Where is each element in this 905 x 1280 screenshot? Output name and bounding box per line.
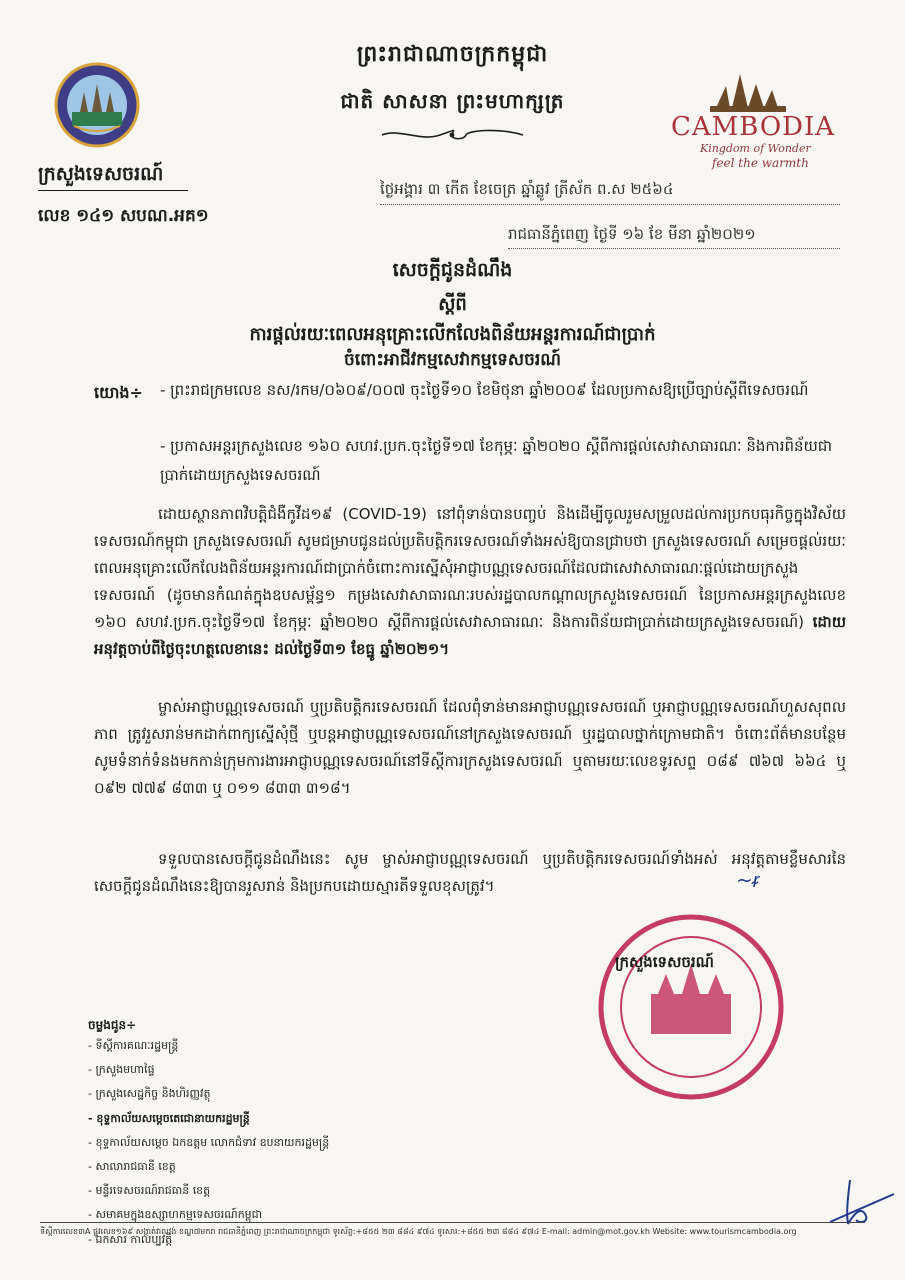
- handwritten-mark: ~ᵲ: [736, 868, 760, 892]
- footer-divider: [40, 1222, 865, 1223]
- notice-subject-label: ស្តីពី: [438, 294, 467, 315]
- official-seal-icon: [596, 912, 786, 1102]
- signature-icon: [820, 1172, 900, 1232]
- national-motto: ជាតិ សាសនា ព្រះមហាក្សត្រ: [340, 89, 565, 113]
- ministry-logo-icon: [54, 62, 140, 148]
- body-paragraph-1: [94, 501, 846, 663]
- reference-item: - ប្រកាសអន្តរក្រសួងលេខ ១៦០ សហវ.ប្រក.ចុះថ្ងៃទី១៧ ខែកុម្ភៈ ឆ្នាំ២០២០ ស្តីពីការផ្តល់សេវាសាធារណៈ និងការពិន័យជាប្រាក់ដោយក្រសួងទេសចរណ៍: [160, 437, 833, 484]
- lunar-date: ថ្ងៃអង្គារ ៣ កើត ខែចេត្រ ឆ្នាំឆ្លូវ ត្រីស័ក ព.ស ២៥៦៤: [380, 180, 674, 198]
- notice-subject-line-2: ចំពោះអាជីវកម្មសេវាកម្មទេសចរណ៍: [343, 350, 562, 370]
- cc-list: [88, 1034, 329, 1252]
- flourish-ornament: [380, 128, 525, 142]
- cc-item: - ក្រសួងមហាផ្ទៃ: [88, 1063, 155, 1077]
- ministry-divider: [38, 190, 188, 191]
- solar-date-underline: [508, 248, 840, 249]
- ministry-name: ក្រសួងទេសចរណ៍: [38, 163, 164, 185]
- cc-item: - ខុទ្ទកាល័យសម្តេចតេជោនាយករដ្ឋមន្ត្រី: [88, 1111, 250, 1125]
- body-paragraph-2: ម្ចាស់អាជ្ញាបណ្ណទេសចរណ៍ ឬប្រតិបត្តិករទេសចរណ៍ ដែលពុំទាន់មានអាជ្ញាបណ្ណទេសចរណ៍ ឬអាជ្ញាបណ្ណទេសចរណ៍ហួសសុពលភាព ត្រូវរួសរាន់មកដាក់ពាក្យស្នើសុំថ្មី ឬបន្តអាជ្ញាបណ្ណទេសចរណ៍នៅក្រសួងទេសចរណ៍ ឬរដ្ឋបាលថ្នាក់ក្រោមជាតិ។ ចំពោះព័ត៌មានបន្ថែម សូមទំនាក់ទំនងមកកាន់ក្រុមការងារអាជ្ញាបណ្ណទេសចរណ៍នៅទីស្តីការក្រសួងទេសចរណ៍ ឬតាមរយៈលេខទូរសព្ទ ០៨៩ ៧៦៧ ៦៦៤ ឬ ០៩២ ៧៧៩ ៨៣៣ ឬ ០១១ ៨៣៣ ៣១៨។: [94, 698, 846, 797]
- kingdom-heading: ព្រះរាជាណាចក្រកម្ពុជា: [356, 42, 549, 67]
- body-paragraph-1-text: ដោយស្ថានភាពវិបត្តិជំងឺកូវីដ១៩ (COVID-19) នៅពុំទាន់បានបញ្ចប់ និងដើម្បីចូលរួមសម្រួលដល់ការប្រកបធុរកិច្ចក្នុងវិស័យទេសចរណ៍កម្ពុជា ក្រសួងទេសចរណ៍ សូមជម្រាបជូនដល់ប្រតិបត្តិករទេសចរណ៍ទាំងអស់ឱ្យបានជ្រាបថា ក្រសួងទេសចរណ៍ សម្រេចផ្តល់រយៈពេលអនុគ្រោះលើកលែងពិន័យអន្តរការណ៍ជាប្រាក់ចំពោះការស្នើសុំអាជ្ញាបណ្ណទេសចរណ៍ដែលជាសេវាសាធារណៈផ្តល់ដោយក្រសួងទេសចរណ៍ (ដូចមានកំណត់ក្នុងឧបសម្ព័ន្ធ១ កម្រងសេវាសាធារណៈរបស់រដ្ឋបាលកណ្តាលក្រសួងទេសចរណ៍ នៃប្រកាសអន្តរក្រសួងលេខ ១៦០ សហវ.ប្រក.ចុះថ្ងៃទី១៧ ខែកុម្ភៈ ឆ្នាំ២០២០ ស្តីពីការផ្តល់សេវាសាធារណៈ និងការពិន័យជាប្រាក់ដោយក្រសួងទេសចរណ៍): [94, 505, 846, 631]
- reference-item: - ព្រះរាជក្រមលេខ នស/រកម/០៦០៩/០០៧ ចុះថ្ងៃទី១០ ខែមិថុនា ឆ្នាំ២០០៩ ដែលប្រកាសឱ្យប្រើច្បាប់ស្តីពីទេសចរណ៍: [160, 381, 809, 399]
- notice-title: សេចក្តីជូនដំណឹង: [392, 259, 513, 281]
- cc-item: - មន្ទីរទេសចរណ៍រាជធានី ខេត្ត: [88, 1184, 211, 1198]
- lunar-date-underline: [380, 204, 840, 205]
- references-label: យោង÷: [94, 383, 143, 402]
- footer-contact: ទីស្តីការលេខ៣A ផ្លូវលេខ១៦៩ សង្កាត់វាលវង់ ខណ្ឌ៧មករា រាជធានីភ្នំពេញ ព្រះរាជាណាចក្រកម្ពុជា ទូរស័ព្ទ:+៨៥៥ ២៣ ៨៨៤ ៩៧៤ ទូរសារ:+៨៥៥ ២៣ ៨៨៤ ៩៧៤ E-mail: admin@mot.gov.kh Website: www.tourismcambodia.org: [40, 1227, 797, 1236]
- cc-item: - ទីស្តីការគណៈរដ្ឋមន្ត្រី: [88, 1039, 179, 1052]
- body-paragraph-3: ទទួលបានសេចក្តីជូនដំណឹងនេះ សូម ម្ចាស់អាជ្ញាបណ្ណទេសចរណ៍ ឬប្រតិបត្តិករទេសចរណ៍ទាំងអស់ អនុវត្តតាមខ្លឹមសារនៃសេចក្តីជូនដំណឹងនេះឱ្យបានរួសរាន់ និងប្រកបដោយស្មារតីទទួលខុសត្រូវ។: [94, 850, 846, 895]
- document-number: លេខ ១៤១ សបណ.អគ១: [38, 206, 209, 226]
- seal-signatory: ក្រសួងទេសចរណ៍: [615, 953, 714, 971]
- brand-name: CAMBODIA: [670, 112, 836, 142]
- cc-title: ចម្លងជូន÷: [88, 1018, 137, 1032]
- cc-item: - ក្រសួងសេដ្ឋកិច្ច និងហិរញ្ញវត្ថុ: [88, 1087, 211, 1101]
- cc-item: - ខុទ្ទកាល័យសម្តេច ឯកឧត្តម លោកជំទាវ ឧបនាយករដ្ឋមន្ត្រី: [88, 1135, 330, 1149]
- cc-item: - ឯកសារ កាលប្បវត្តិ: [88, 1232, 173, 1246]
- brand-slogan: feel the warmth: [712, 156, 809, 170]
- notice-subject-line-1: ការផ្តល់រយៈពេលអនុគ្រោះលើកលែងពិន័យអន្តរការណ៍ជាប្រាក់: [249, 324, 656, 345]
- cc-item: - សាលារាជធានី ខេត្ត: [88, 1160, 176, 1174]
- effective-period: ដោយអនុវត្តចាប់ពីថ្ងៃចុះហត្ថលេខានេះ ដល់ថ្ងៃទី៣១ ខែធ្នូ ឆ្នាំ២០២១។: [94, 613, 846, 658]
- cc-item: - សមាគមក្នុងឧស្សាហកម្មទេសចរណ៍កម្ពុជា: [88, 1208, 263, 1222]
- brand-tagline: Kingdom of Wonder: [700, 142, 811, 155]
- solar-date: រាជធានីភ្នំពេញ ថ្ងៃទី ១៦ ខែ មីនា ឆ្នាំ២០២១: [508, 225, 756, 243]
